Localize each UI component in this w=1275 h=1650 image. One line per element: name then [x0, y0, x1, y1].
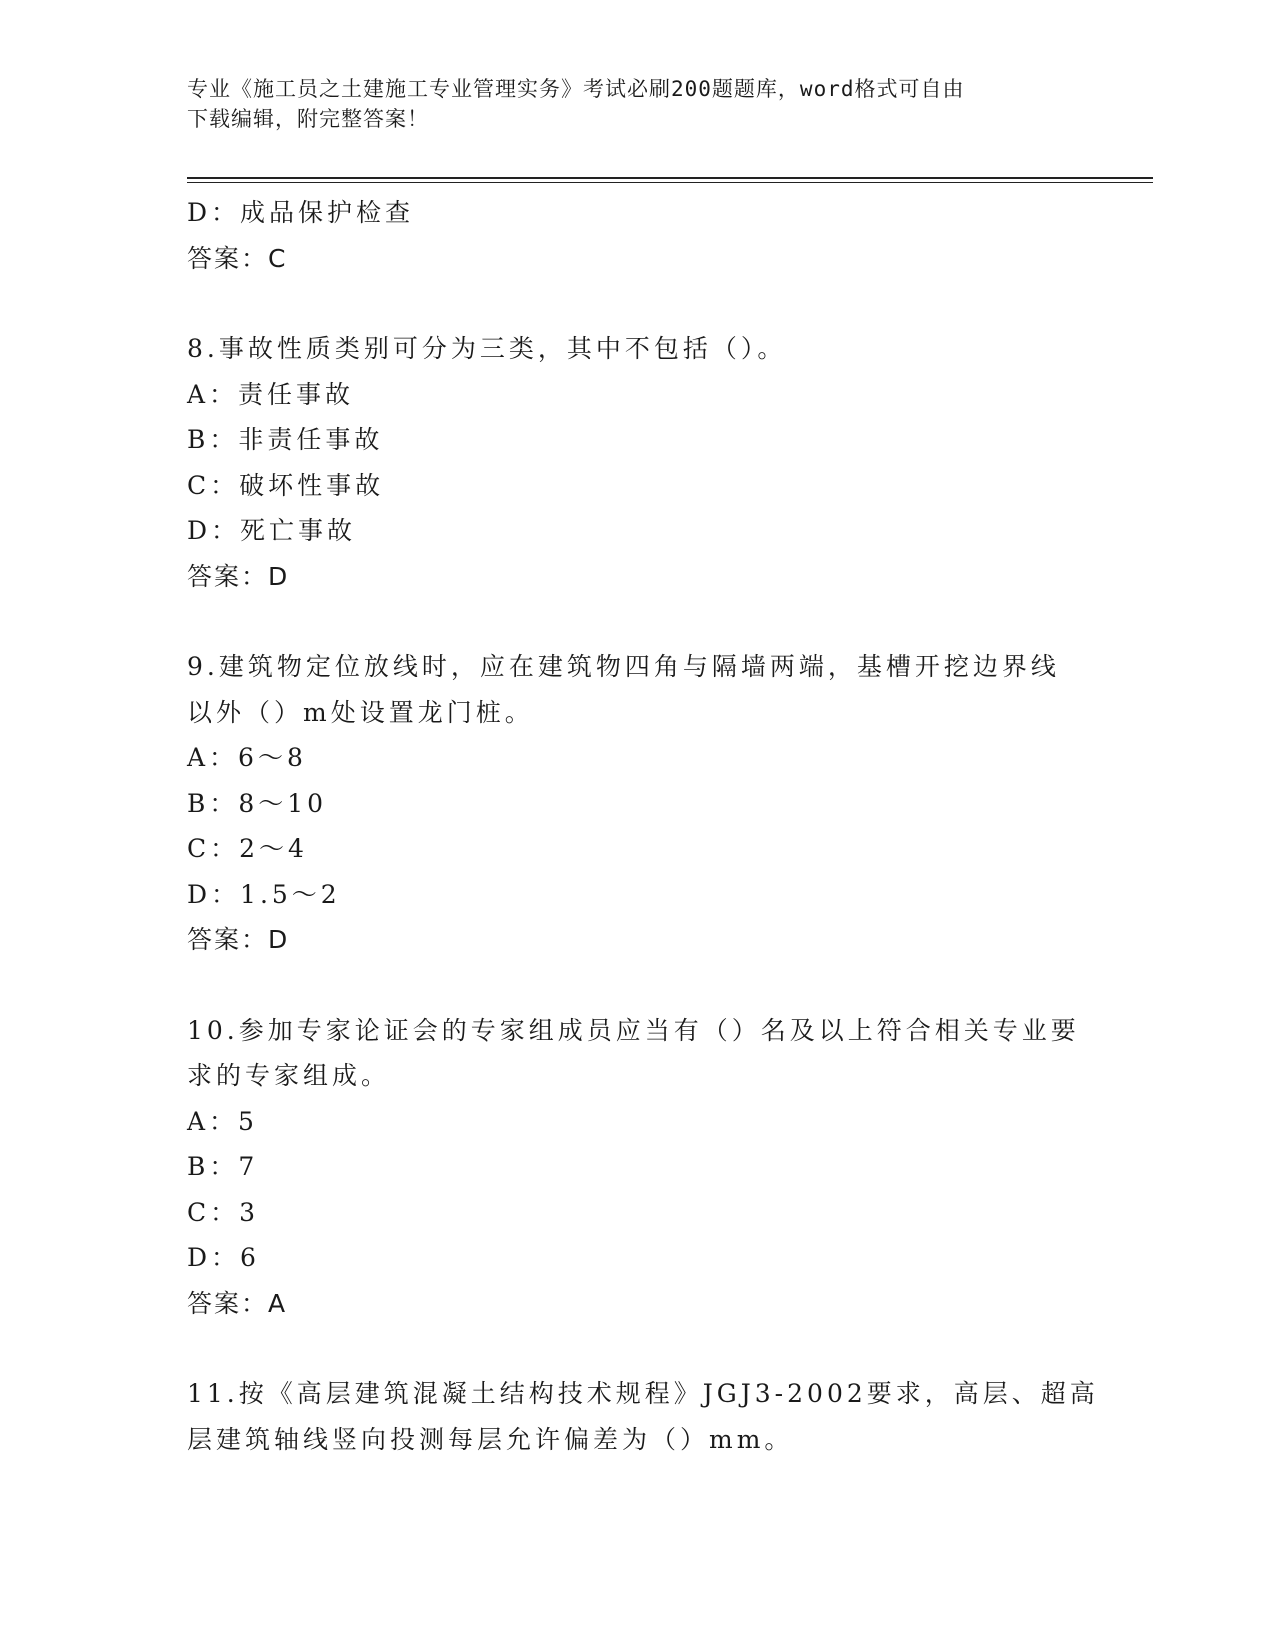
option-b: B：非责任事故 [187, 425, 384, 454]
question-stem-line-2: 以外（）m处设置龙门桩。 [187, 697, 534, 727]
header-line-1: 专业《施工员之土建施工专业管理实务》考试必刷200题题库，word格式可自由 [187, 77, 965, 101]
header-line-2: 下载编辑，附完整答案！ [187, 107, 429, 131]
question-stem: 8.事故性质类别可分为三类，其中不包括（）。 [187, 334, 787, 363]
previous-option-d: D：成品保护检查 [187, 198, 415, 227]
question-stem-line-2: 层建筑轴线竖向投测每层允许偏差为（）mm。 [187, 1424, 794, 1454]
answer: 答案：D [187, 925, 290, 954]
option-a: A：责任事故 [187, 379, 355, 409]
answer: 答案：A [187, 1288, 288, 1318]
previous-answer: 答案：C [187, 243, 288, 273]
option-b: B：8～10 [187, 788, 328, 818]
option-c: C：破坏性事故 [187, 470, 385, 500]
question-list [187, 190, 1099, 1462]
option-b: B：7 [187, 1152, 259, 1181]
option-a: A：6～8 [187, 743, 307, 772]
answer: 答案：D [187, 561, 290, 591]
option-d: D：6 [187, 1243, 260, 1272]
spacer [187, 281, 1087, 326]
document-header [187, 74, 1087, 134]
question-stem-line-1: 10.参加专家论证会的专家组成员应当有（）名及以上符合相关专业要 [187, 1015, 1080, 1045]
question-stem-line-1: 9.建筑物定位放线时，应在建筑物四角与隔墙两端，基槽开挖边界线 [187, 652, 1060, 681]
header-divider-thin [187, 182, 1153, 183]
question-11 [187, 1371, 1099, 1462]
option-a: A：5 [187, 1106, 258, 1136]
spacer [187, 1326, 1087, 1371]
question-stem-line-2: 求的专家组成。 [187, 1061, 391, 1090]
option-c: C：2～4 [187, 834, 308, 863]
question-8 [187, 326, 1087, 599]
option-c: C：3 [187, 1197, 260, 1227]
option-d: D：死亡事故 [187, 516, 357, 545]
option-d: D：1.5～2 [187, 879, 341, 909]
spacer [187, 599, 1087, 644]
question-stem-line-1: 11.按《高层建筑混凝土结构技术规程》JGJ3-2002要求，高层、超高 [187, 1379, 1099, 1408]
spacer [187, 963, 1087, 1008]
header-divider-thick [187, 177, 1153, 179]
question-9 [187, 644, 1087, 963]
question-10 [187, 1008, 1087, 1327]
